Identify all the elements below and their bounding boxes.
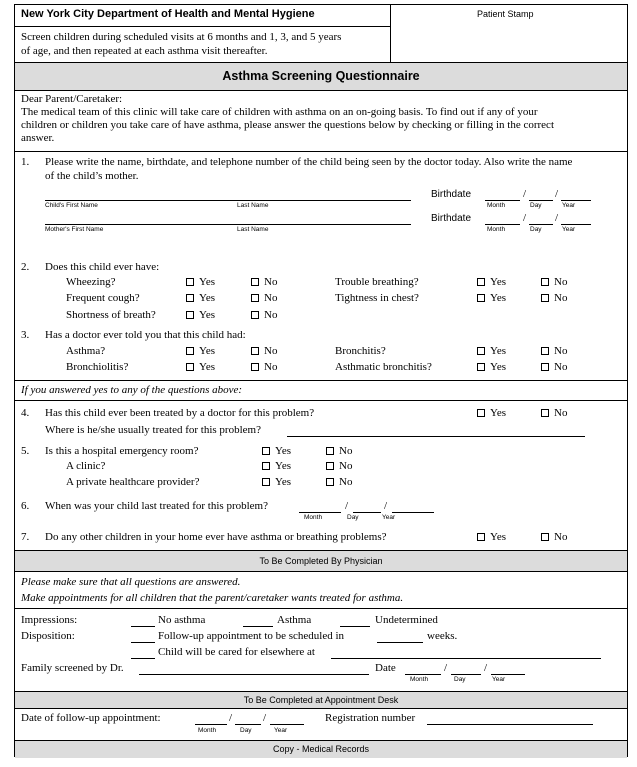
day-caption: Day bbox=[530, 202, 542, 209]
footer-copy-label: Copy - Medical Records bbox=[272, 744, 370, 754]
slash: / bbox=[444, 662, 448, 674]
child-birth-year-field[interactable] bbox=[561, 200, 591, 201]
yes-label: Yes bbox=[199, 361, 216, 373]
slash: / bbox=[345, 500, 349, 512]
q5-number: 5. bbox=[21, 445, 30, 457]
bronchitis-label: Bronchitis? bbox=[335, 345, 386, 357]
screening-doctor-field[interactable] bbox=[139, 674, 369, 675]
followup-weeks-field[interactable] bbox=[377, 642, 423, 643]
followup-blank[interactable] bbox=[131, 642, 155, 643]
cough-no-checkbox[interactable] bbox=[251, 294, 259, 302]
q4-number: 4. bbox=[21, 407, 30, 419]
elsewhere-blank[interactable] bbox=[131, 658, 155, 659]
patient-stamp-label: Patient Stamp bbox=[477, 9, 534, 19]
month-caption: Month bbox=[487, 226, 506, 233]
mother-birthdate-label: Birthdate bbox=[431, 213, 472, 224]
physician-note-line2: Make appointments for all children that the parent/caretaker wants treated for asthma. bbox=[21, 592, 404, 604]
trouble-breathing-yes-checkbox[interactable] bbox=[477, 278, 485, 286]
q1-text-line1: Please write the name, birthdate, and telephone number of the child being seen by the doctor today. Also write the name bbox=[45, 156, 573, 168]
mother-name-field[interactable] bbox=[45, 224, 411, 225]
slash: / bbox=[384, 500, 388, 512]
undetermined-blank[interactable] bbox=[340, 626, 370, 627]
day-caption: Day bbox=[530, 226, 542, 233]
no-label: No bbox=[554, 292, 568, 304]
yes-label: Yes bbox=[490, 531, 507, 543]
no-label: No bbox=[554, 531, 568, 543]
slash: / bbox=[263, 712, 267, 724]
shortness-of-breath-label: Shortness of breath? bbox=[66, 309, 156, 321]
q2-number: 2. bbox=[21, 261, 30, 273]
child-birth-month-field[interactable] bbox=[485, 200, 520, 201]
screening-month-field[interactable] bbox=[405, 674, 441, 675]
no-label: No bbox=[264, 361, 278, 373]
treatment-location-field[interactable] bbox=[287, 436, 585, 437]
physician-section-bar bbox=[15, 550, 627, 572]
header-vertical-divider bbox=[390, 5, 391, 63]
year-caption: Year bbox=[274, 727, 288, 734]
yes-label: Yes bbox=[199, 345, 216, 357]
followup-month-field[interactable] bbox=[195, 724, 227, 725]
if-yes-bottom-divider bbox=[15, 400, 627, 401]
asthmatic-bronchitis-label: Asthmatic bronchitis? bbox=[335, 361, 432, 373]
yes-label: Yes bbox=[275, 476, 292, 488]
agency-name: New York City Department of Health and Mental Hygiene bbox=[21, 8, 315, 20]
asthma-no-checkbox[interactable] bbox=[251, 347, 259, 355]
emergency-room-yes-checkbox[interactable] bbox=[262, 447, 270, 455]
asthma-blank[interactable] bbox=[243, 626, 273, 627]
q3-text: Has a doctor ever told you that this child had: bbox=[45, 329, 246, 341]
no-label: No bbox=[554, 407, 568, 419]
screening-instruction-line2: of age, and then repeated at each asthma visit thereafter. bbox=[21, 45, 268, 57]
disposition-label: Disposition: bbox=[21, 630, 75, 642]
month-caption: Month bbox=[198, 727, 217, 734]
yes-label: Yes bbox=[275, 460, 292, 472]
no-label: No bbox=[264, 292, 278, 304]
no-label: No bbox=[264, 309, 278, 321]
salutation: Dear Parent/Caretaker: bbox=[21, 93, 123, 105]
asthma-yes-checkbox[interactable] bbox=[186, 347, 194, 355]
clinic-label: A clinic? bbox=[66, 460, 106, 472]
physician-section-title: To Be Completed By Physician bbox=[259, 556, 383, 566]
emergency-room-no-checkbox[interactable] bbox=[326, 447, 334, 455]
followup-year-field[interactable] bbox=[270, 724, 304, 725]
no-label: No bbox=[264, 345, 278, 357]
asthmatic-bronchitis-no-checkbox[interactable] bbox=[541, 363, 549, 371]
yes-label: Yes bbox=[199, 276, 216, 288]
registration-number-label: Registration number bbox=[325, 712, 416, 724]
physician-note-divider bbox=[15, 608, 627, 609]
physician-note-line1: Please make sure that all questions are answered. bbox=[21, 576, 241, 588]
no-label: No bbox=[554, 345, 568, 357]
appointment-desk-bar bbox=[15, 691, 627, 709]
q5-text: Is this a hospital emergency room? bbox=[45, 445, 199, 457]
slash: / bbox=[555, 188, 559, 200]
impressions-label: Impressions: bbox=[21, 614, 78, 626]
bronchiolitis-yes-checkbox[interactable] bbox=[186, 363, 194, 371]
no-asthma-option: No asthma bbox=[158, 614, 206, 626]
intro-line3: answer. bbox=[21, 132, 55, 144]
asthma-questionnaire-form bbox=[14, 4, 628, 757]
footer-bar bbox=[15, 740, 627, 758]
no-label: No bbox=[264, 276, 278, 288]
yes-label: Yes bbox=[490, 345, 507, 357]
q4-where-text: Where is he/she usually treated for this problem? bbox=[45, 424, 261, 436]
slash: / bbox=[555, 212, 559, 224]
wheezing-label: Wheezing? bbox=[66, 276, 116, 288]
q3-number: 3. bbox=[21, 329, 30, 341]
other-children-no-checkbox[interactable] bbox=[541, 533, 549, 541]
yes-label: Yes bbox=[490, 292, 507, 304]
clinic-yes-checkbox[interactable] bbox=[262, 462, 270, 470]
screening-day-field[interactable] bbox=[451, 674, 481, 675]
year-caption: Year bbox=[382, 514, 396, 521]
cough-yes-checkbox[interactable] bbox=[186, 294, 194, 302]
last-treated-year-field[interactable] bbox=[392, 512, 434, 513]
last-treated-month-field[interactable] bbox=[299, 512, 341, 513]
screening-year-field[interactable] bbox=[491, 674, 525, 675]
chest-tightness-yes-checkbox[interactable] bbox=[477, 294, 485, 302]
no-label: No bbox=[339, 460, 353, 472]
chest-tightness-label: Tightness in chest? bbox=[335, 292, 419, 304]
slash: / bbox=[523, 212, 527, 224]
registration-number-field[interactable] bbox=[427, 724, 593, 725]
weeks-label: weeks. bbox=[427, 630, 458, 642]
page-title: Asthma Screening Questionnaire bbox=[222, 69, 420, 83]
slash: / bbox=[484, 662, 488, 674]
agency-divider bbox=[15, 26, 391, 27]
no-label: No bbox=[339, 445, 353, 457]
wheezing-yes-checkbox[interactable] bbox=[186, 278, 194, 286]
shortness-of-breath-no-checkbox[interactable] bbox=[251, 311, 259, 319]
trouble-breathing-no-checkbox[interactable] bbox=[541, 278, 549, 286]
wheezing-no-checkbox[interactable] bbox=[251, 278, 259, 286]
treated-yes-checkbox[interactable] bbox=[477, 409, 485, 417]
title-bar bbox=[15, 62, 627, 91]
other-children-yes-checkbox[interactable] bbox=[477, 533, 485, 541]
month-caption: Month bbox=[487, 202, 506, 209]
no-label: No bbox=[339, 476, 353, 488]
clinic-no-checkbox[interactable] bbox=[326, 462, 334, 470]
cough-label: Frequent cough? bbox=[66, 292, 140, 304]
q1-number: 1. bbox=[21, 156, 30, 168]
mother-birth-month-field[interactable] bbox=[485, 224, 520, 225]
followup-option: Follow-up appointment to be scheduled in bbox=[158, 630, 345, 642]
mothers-first-name-caption: Mother's First Name bbox=[45, 226, 104, 233]
q2-text: Does this child ever have: bbox=[45, 261, 160, 273]
yes-label: Yes bbox=[490, 276, 507, 288]
intro-line2: children or children you take care of have asthma, please answer the questions below by checking or filling in the correct bbox=[21, 119, 555, 131]
yes-label: Yes bbox=[199, 292, 216, 304]
family-screened-label: Family screened by Dr. bbox=[21, 662, 124, 674]
if-yes-instruction: If you answered yes to any of the questions above: bbox=[21, 384, 243, 396]
month-caption: Month bbox=[304, 514, 323, 521]
private-provider-yes-checkbox[interactable] bbox=[262, 478, 270, 486]
if-yes-top-divider bbox=[15, 380, 627, 381]
year-caption: Year bbox=[492, 676, 506, 683]
day-caption: Day bbox=[347, 514, 359, 521]
slash: / bbox=[229, 712, 233, 724]
yes-label: Yes bbox=[490, 407, 507, 419]
undetermined-option: Undetermined bbox=[375, 614, 438, 626]
q6-number: 6. bbox=[21, 500, 30, 512]
child-name-field[interactable] bbox=[45, 200, 411, 201]
chest-tightness-no-checkbox[interactable] bbox=[541, 294, 549, 302]
trouble-breathing-label: Trouble breathing? bbox=[335, 276, 419, 288]
day-caption: Day bbox=[240, 727, 252, 734]
followup-date-label: Date of follow-up appointment: bbox=[21, 712, 161, 724]
year-caption: Year bbox=[562, 226, 576, 233]
asthma-option: Asthma bbox=[277, 614, 312, 626]
mother-last-name-caption: Last Name bbox=[237, 226, 269, 233]
bronchiolitis-label: Bronchiolitis? bbox=[66, 361, 129, 373]
bronchitis-yes-checkbox[interactable] bbox=[477, 347, 485, 355]
screening-instruction-line1: Screen children during scheduled visits at 6 months and 1, 3, and 5 years bbox=[21, 31, 342, 43]
last-treated-day-field[interactable] bbox=[353, 512, 381, 513]
asthmatic-bronchitis-yes-checkbox[interactable] bbox=[477, 363, 485, 371]
screening-date-label: Date bbox=[375, 662, 396, 674]
mother-birth-day-field[interactable] bbox=[529, 224, 553, 225]
no-asthma-blank[interactable] bbox=[131, 626, 155, 627]
intro-divider bbox=[15, 151, 627, 152]
mother-birth-year-field[interactable] bbox=[561, 224, 591, 225]
intro-line1: The medical team of this clinic will take care of children with asthma on an on-going basis. To find out if any of your bbox=[21, 106, 538, 118]
appointment-desk-title: To Be Completed at Appointment Desk bbox=[243, 695, 399, 705]
private-provider-label: A private healthcare provider? bbox=[66, 476, 200, 488]
day-caption: Day bbox=[454, 676, 466, 683]
slash: / bbox=[523, 188, 527, 200]
private-provider-no-checkbox[interactable] bbox=[326, 478, 334, 486]
yes-label: Yes bbox=[275, 445, 292, 457]
followup-day-field[interactable] bbox=[235, 724, 261, 725]
year-caption: Year bbox=[562, 202, 576, 209]
yes-label: Yes bbox=[199, 309, 216, 321]
q1-text-line2: of the child’s mother. bbox=[45, 170, 139, 182]
child-birth-day-field[interactable] bbox=[529, 200, 553, 201]
bronchiolitis-no-checkbox[interactable] bbox=[251, 363, 259, 371]
q6-text: When was your child last treated for this problem? bbox=[45, 500, 268, 512]
q7-number: 7. bbox=[21, 531, 30, 543]
elsewhere-option: Child will be cared for elsewhere at bbox=[158, 646, 315, 658]
shortness-of-breath-yes-checkbox[interactable] bbox=[186, 311, 194, 319]
elsewhere-location-field[interactable] bbox=[331, 658, 601, 659]
no-label: No bbox=[554, 276, 568, 288]
bronchitis-no-checkbox[interactable] bbox=[541, 347, 549, 355]
treated-no-checkbox[interactable] bbox=[541, 409, 549, 417]
no-label: No bbox=[554, 361, 568, 373]
q4-text: Has this child ever been treated by a doctor for this problem? bbox=[45, 407, 315, 419]
q7-text: Do any other children in your home ever have asthma or breathing problems? bbox=[45, 531, 387, 543]
asthma-label: Asthma? bbox=[66, 345, 106, 357]
childs-first-name-caption: Child's First Name bbox=[45, 202, 98, 209]
child-last-name-caption: Last Name bbox=[237, 202, 269, 209]
month-caption: Month bbox=[410, 676, 429, 683]
child-birthdate-label: Birthdate bbox=[431, 189, 472, 200]
yes-label: Yes bbox=[490, 361, 507, 373]
